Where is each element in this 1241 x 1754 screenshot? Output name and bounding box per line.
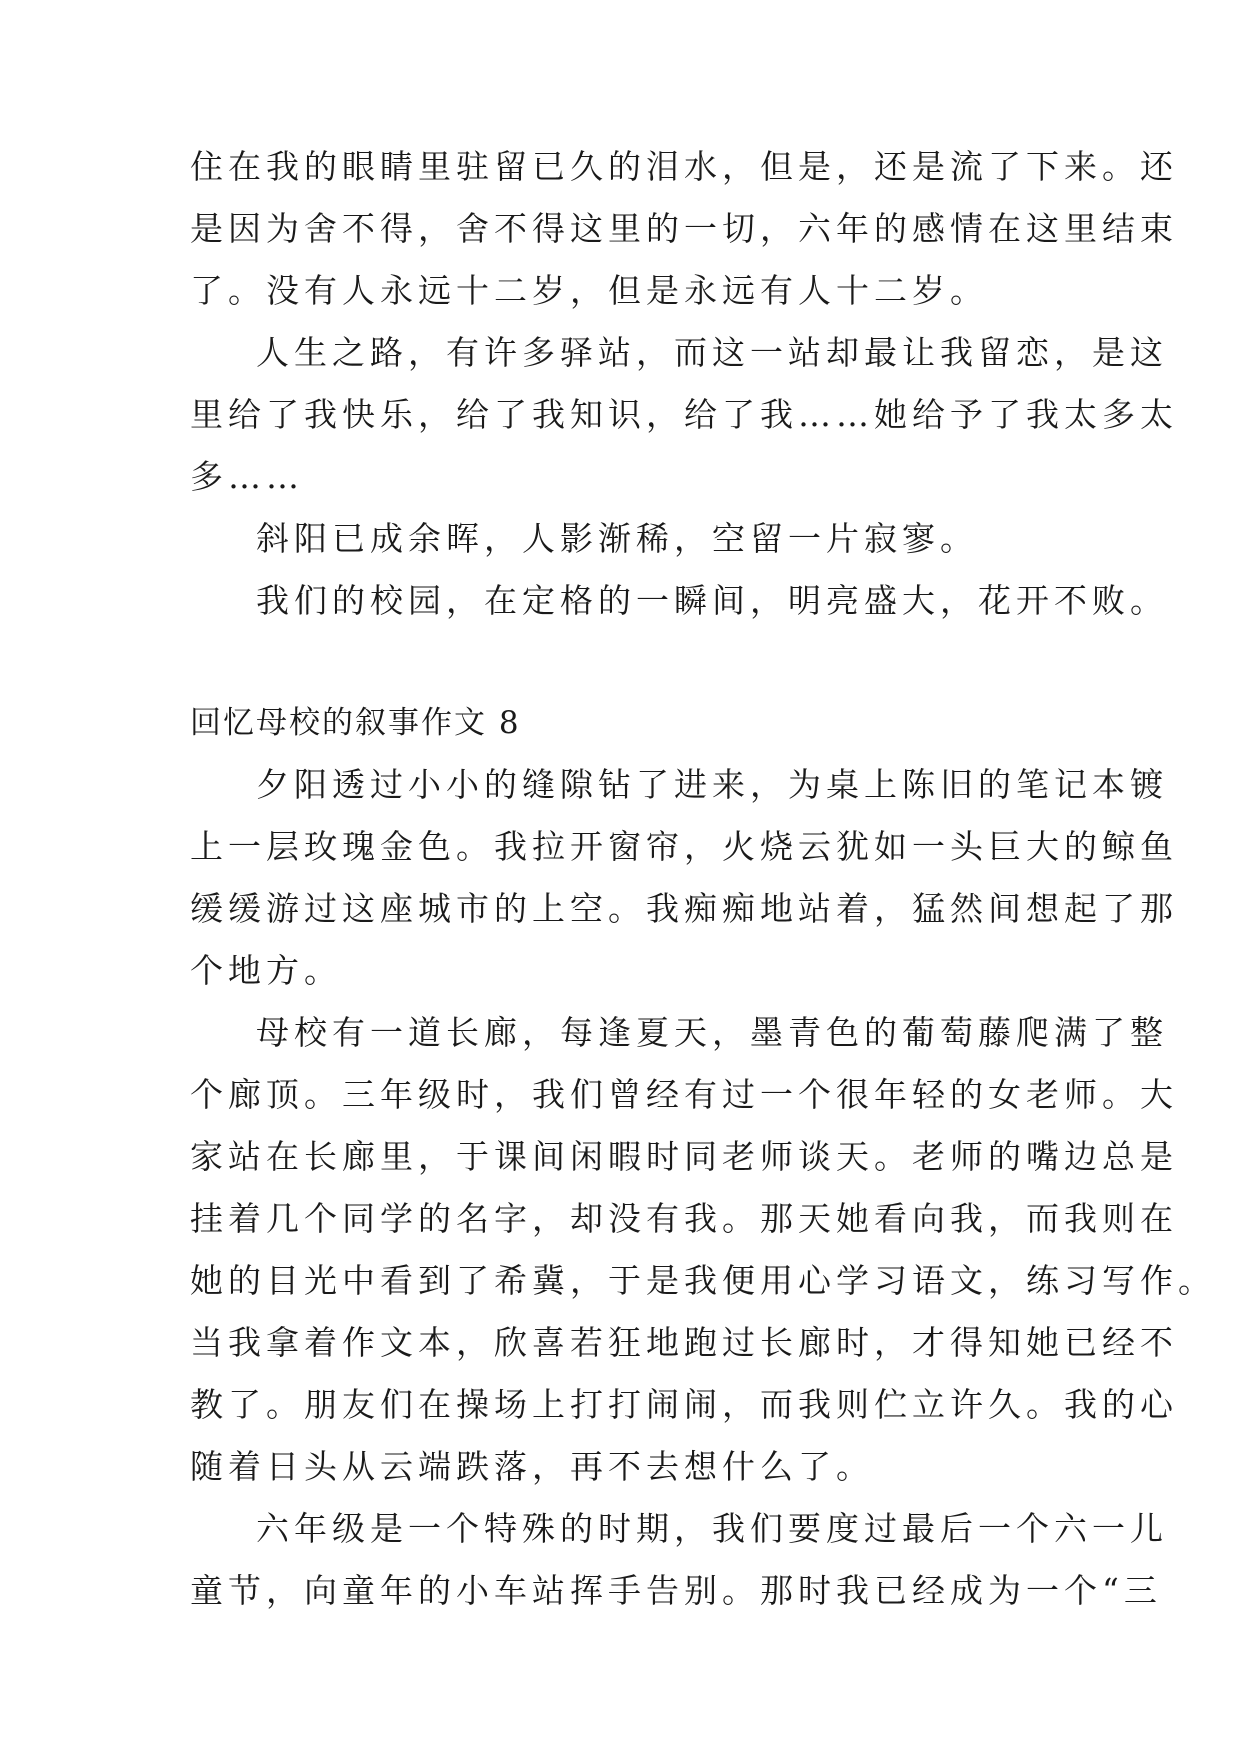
paragraph-line: 母校有一道长廊，每逢夏天，墨青色的葡萄藤爬满了整 [256, 1013, 1168, 1052]
essay-title: 回忆母校的叙事作文 8 [190, 705, 521, 741]
paragraph-line: 童节，向童年的小车站挥手告别。那时我已经成为一个“三 [190, 1571, 1162, 1610]
paragraph-line: 当我拿着作文本，欣喜若狂地跑过长廊时，才得知她已经不 [190, 1323, 1178, 1362]
paragraph-line: 个地方。 [190, 951, 342, 990]
paragraph-line: 缓缓游过这座城市的上空。我痴痴地站着，猛然间想起了那 [190, 889, 1178, 928]
paragraph-line: 人生之路，有许多驿站，而这一站却最让我留恋，是这 [256, 333, 1168, 372]
paragraph-line: 我们的校园，在定格的一瞬间，明亮盛大，花开不败。 [256, 581, 1168, 620]
paragraph-line: 教了。朋友们在操场上打打闹闹，而我则伫立许久。我的心 [190, 1385, 1178, 1424]
paragraph-line: 上一层玫瑰金色。我拉开窗帘，火烧云犹如一头巨大的鲸鱼 [190, 827, 1178, 866]
paragraph-line: 夕阳透过小小的缝隙钻了进来，为桌上陈旧的笔记本镀 [256, 765, 1168, 804]
paragraph-line: 挂着几个同学的名字，却没有我。那天她看向我，而我则在 [190, 1199, 1178, 1238]
paragraph-line: 家站在长廊里，于课间闲暇时同老师谈天。老师的嘴边总是 [190, 1137, 1178, 1176]
essay-body [190, 754, 1216, 1622]
paragraph-line: 是因为舍不得，舍不得这里的一切，六年的感情在这里结束 [190, 209, 1178, 248]
paragraph-line: 六年级是一个特殊的时期，我们要度过最后一个六一儿 [256, 1509, 1168, 1548]
paragraph-line: 了。没有人永远十二岁，但是永远有人十二岁。 [190, 271, 988, 310]
paragraph-line: 斜阳已成余晖，人影渐稀，空留一片寂寥。 [256, 519, 978, 558]
paragraph-line: 里给了我快乐，给了我知识，给了我……她给予了我太多太 [190, 395, 1178, 434]
essay-continuation [190, 136, 1178, 632]
paragraph-line: 多…… [190, 457, 304, 496]
paragraph-line: 住在我的眼睛里驻留已久的泪水，但是，还是流了下来。还 [190, 147, 1178, 186]
paragraph-line: 她的目光中看到了希冀，于是我便用心学习语文，练习写作。 [190, 1261, 1216, 1300]
paragraph-line: 个廊顶。三年级时，我们曾经有过一个很年轻的女老师。大 [190, 1075, 1178, 1114]
paragraph-line: 随着日头从云端跌落，再不去想什么了。 [190, 1447, 874, 1486]
